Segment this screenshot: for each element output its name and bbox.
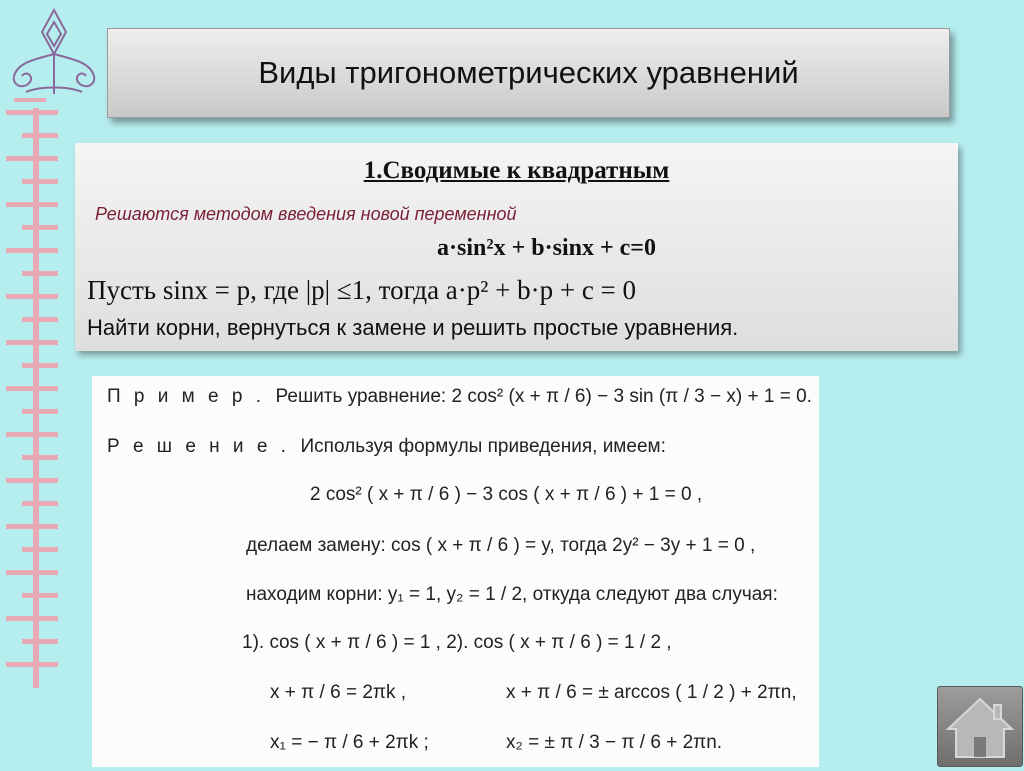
page-title: Виды тригонометрических уравнений xyxy=(258,55,799,90)
equation-line: 2 cos² ( x + π / 6 ) − 3 cos ( x + π / 6 ) + 1 = 0 , xyxy=(310,484,703,505)
case1-solution: x₁ = − π / 6 + 2πk ; xyxy=(270,732,429,753)
rule-substitution: Пусть sinx = p, где |p| ≤1, тогда a·p² + b·p + c = 0 xyxy=(87,275,637,305)
example-label: П р и м е р . xyxy=(107,386,265,407)
case2-general: x + π / 6 = ± arccos ( 1 / 2 ) + 2πn, xyxy=(506,682,797,703)
example-panel xyxy=(92,376,819,767)
substitution-line: делаем замену: cos ( x + π / 6 ) = y, тогда 2y² − 3y + 1 = 0 , xyxy=(246,535,756,556)
rule-card xyxy=(75,143,958,351)
title-box xyxy=(107,28,950,118)
solution-text: Используя формулы приведения, имеем: xyxy=(300,436,666,457)
ornament-icon xyxy=(6,4,102,104)
rule-heading: 1.Сводимые к квадратным xyxy=(363,157,670,184)
rule-instruction: Найти корни, вернуться к замене и решить простые уравнения. xyxy=(87,315,739,340)
rule-subtitle: Решаются методом введения новой переменной xyxy=(95,204,517,224)
rule-formula: a·sin²x + b·sinx + c=0 xyxy=(437,235,656,261)
solution-line xyxy=(107,436,666,458)
case2-solution: x₂ = ± π / 3 − π / 6 + 2πn. xyxy=(506,732,723,753)
solution-label: Р е ш е н и е . xyxy=(107,436,290,457)
home-icon xyxy=(938,687,1022,766)
decorative-ruler xyxy=(0,0,70,767)
example-line xyxy=(107,386,812,408)
case1-general: x + π / 6 = 2πk , xyxy=(270,682,407,703)
cases-line: 1). cos ( x + π / 6 ) = 1 , 2). cos ( x + π / 6 ) = 1 / 2 , xyxy=(242,632,672,653)
example-text: Решить уравнение: 2 cos² (x + π / 6) − 3 sin (π / 3 − x) + 1 = 0. xyxy=(275,386,812,407)
roots-line: находим корни: y₁ = 1, y₂ = 1 / 2, откуда следуют два случая: xyxy=(246,584,778,605)
home-button[interactable] xyxy=(937,686,1023,767)
